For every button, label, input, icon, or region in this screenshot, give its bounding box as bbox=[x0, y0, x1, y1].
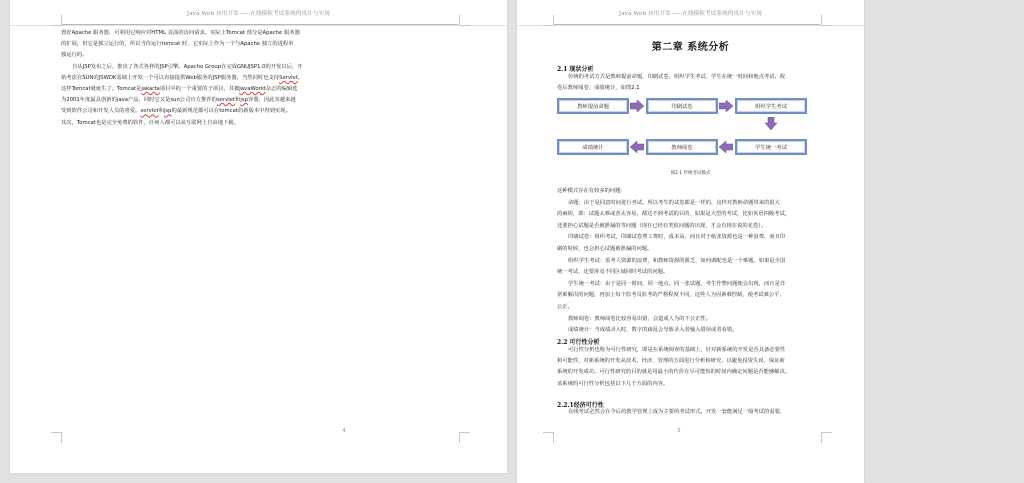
flow-box-unified-exam: 学生统一考试 bbox=[735, 139, 807, 155]
section-2-1-intro[interactable]: 传统的考试方式是教师提前命题、印刷试卷、组织学生考试、学生在统一时间和地点考试、收 卷后教师阅卷、成绩统计，如图2.1 bbox=[557, 74, 786, 92]
flow-box-organize-exam: 组织学生考试 bbox=[735, 98, 807, 114]
crop-mark-bottom-left bbox=[543, 432, 554, 443]
paragraph: 置好Apache 服务器，可利用它响应对HTML 页面的访问请求。实际上Tomcat 部分是Apache 服务器 的扩展，但它是独立运行的，所以当你运行tomcat 时，它实际上作为一个与Apache 独立的进程单 独运行的。 bbox=[61, 30, 300, 59]
chapter-title: 第二章 系统分析 bbox=[651, 42, 730, 53]
problem-item: 组织学生考试：监考人资源的浪费，和教师资源的匮乏，如何调配也是一个难题，如果是全国 统一考试，还要涉及不同区域同时考试的问题。 bbox=[557, 257, 786, 276]
problems-section[interactable]: 这种模式存在有较多的问题： 命题：由于是同意时间进行考试，所以考生的试卷都是一样的，这样对教师命题带来的很大 的麻烦，即：试题太难或者太容易，都达不到考试的目的，如果是大型的考试，比如英语四级考试， 还要担心试题是否被泄漏的等问题（现在已经有类似问题的出现，才会有现在说的花卷）。 印刷试卷：组织考试，印刷试卷费工费时，成本高，而且对于纸张资源也是一种浪费，而且印 刷的时候，也会担心试题被泄漏的问题。 组织学生考试：监考人资源的浪费，和教师资源的匮乏，如何调配也是一个难题，如果是全国 统一考试，还要涉及不同区域同时考试的问题。 学生统一考试：由于是同一时间，同一地点，同一张试题，考生作弊问题便会出现，而且是非 常难解决的问题，再加上每个监考员监考的严格程度不同，这些人为因素难控制，使考试难公平、 公正。 教师阅卷：教师阅卷比较容易出错，会造成人为的不公正性。 成绩统计：当成绩录入时，数字的疏乱会导致录入者输入错误或者看错。 bbox=[557, 186, 833, 337]
problem-item: 教师阅卷：教师阅卷比较容易出错，会造成人为的不公正性。 bbox=[568, 315, 712, 322]
crop-mark-top-right bbox=[459, 15, 470, 26]
section-2-2-1-body[interactable]: 在线考试必然会在今后的教学管理上成为主要的考试形式。开发一套能满足一般考试的需要， bbox=[568, 409, 786, 415]
problem-item: 命题：由于是同意时间进行考试，所以考生的试卷都是一样的，这样对教师命题带来的很大 的麻烦，即：试题太难或者太容易，都达不到考试的目的，如果是大型的考试，比如英语四级考试， 还要担心试题是否被泄漏的等问题（现在已经有类似问题的出现，才会有现在说的花卷）。 bbox=[557, 199, 791, 229]
paragraph: 自从JSP发布之后，推出了各式各样的JSP引擎。Apache Group在完成GNUJSP1.0的开发以后，开 始考虑在SUN的JSWDK基础上开发一个可以直接提供Web服务的JSP服务器，当然同时也支持Servlet, 这样Tomcat就诞生了。Tomcat是jakarta项目中的一个重要的子项目，其被JavaWorld杂志的编辑选 为2001年度最具创新的java产品，同时它又是sun公司官方推荐的servlet和jsp容器，因此其越来越 受到软件公司和开发人员的喜爱。servlet和jsp的最新规范都可以在tomcat的新版本中得到实现。 其次，Tomcat也是完全免费的软件，任何人都可以从互联网上自由地下载。 bbox=[61, 63, 303, 126]
page-number: 4 bbox=[342, 428, 346, 434]
crop-mark-top-right bbox=[821, 15, 832, 26]
arrow-left-icon bbox=[630, 141, 644, 153]
page-number: 5 bbox=[677, 428, 681, 434]
header-rule-thin bbox=[517, 25, 864, 26]
section-heading-2-2-1: 2.2.1经济可行性 bbox=[557, 402, 604, 409]
problem-item: 成绩统计：当成绩录入时，数字的疏乱会导致录入者输入错误或者看错。 bbox=[568, 327, 738, 334]
section-heading-2-1: 2.1 现状分析 bbox=[557, 66, 594, 73]
flow-box-grade-statistics: 成绩统计 bbox=[557, 139, 629, 155]
arrow-left-icon bbox=[719, 141, 733, 153]
problem-item: 学生统一考试：由于是同一时间，同一地点，同一张试题，考生作弊问题便会出现，而且是非 常难解决的问题，再加上每个监考员监考的严格程度不同，这些人为因素难控制，使考试难公平、 公正。 bbox=[557, 280, 786, 310]
problem-item: 印刷试卷：组织考试，印刷试卷费工费时，成本高，而且对于纸张资源也是一种浪费，而且印 刷的时候，也会担心试题被泄漏的问题。 bbox=[557, 234, 786, 252]
figure-caption: 图2.1 传统考试模式 bbox=[670, 171, 711, 176]
crop-mark-bottom-right bbox=[459, 432, 470, 443]
page-4-body[interactable] bbox=[61, 28, 458, 129]
running-header: Java Web 应用开发——在线模拟考试系统的设计与实现 bbox=[186, 11, 331, 17]
arrow-down-icon bbox=[765, 117, 777, 130]
document-page-5 bbox=[517, 0, 864, 483]
flow-box-print-paper: 印刷试卷 bbox=[646, 98, 718, 114]
section-heading-2-2: 2.2 可行性分析 bbox=[557, 339, 600, 346]
crop-mark-bottom-left bbox=[51, 432, 62, 443]
section-2-2-body[interactable]: 可行性分析也称为可行性研究，即是在系统调查的基础上，针对新系统的开发是否具备必要性 和可能性，对新系统的开发从技术、经济、管理的方面进行分析和研究，以避免投资失误，保证新 系统的开发成功。可行性研究的目的就是用最小的代价在尽可能短的时间内确定问题是否能够解决。 该系统的可行性分析包括以下几个方面的内容。 bbox=[557, 347, 791, 387]
document-page-4 bbox=[10, 0, 507, 473]
flow-box-teacher-grading: 教师阅卷 bbox=[646, 139, 718, 155]
arrow-right-icon bbox=[719, 100, 733, 112]
running-header: Java Web 应用开发——在线模拟考试系统的设计与实现 bbox=[618, 11, 763, 17]
arrow-right-icon bbox=[630, 100, 644, 112]
crop-mark-top-left bbox=[543, 15, 554, 26]
header-rule-thin bbox=[10, 25, 507, 26]
crop-mark-bottom-right bbox=[821, 432, 832, 443]
flow-box-teacher-prepare: 教师提前命题 bbox=[557, 98, 629, 114]
crop-mark-top-left bbox=[51, 15, 62, 26]
